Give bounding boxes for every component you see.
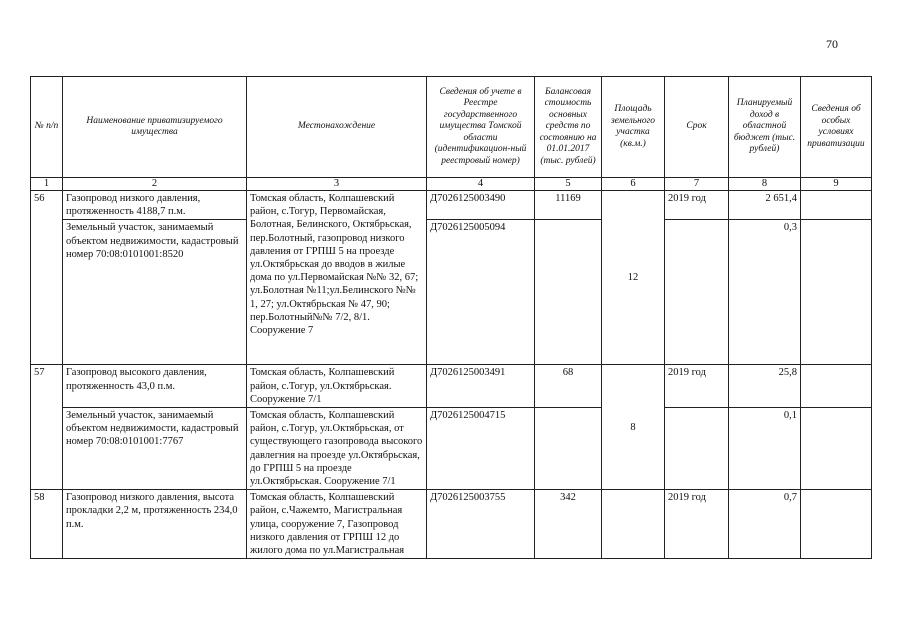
header-balance: Балансовая стоимость основных средств по состоянию на 01.01.2017 (тыс. рублей) [535, 77, 602, 178]
column-number: 8 [729, 178, 801, 191]
registry-number: Д7026125003490 [427, 191, 535, 220]
land-plot-name: Земельный участок, занимаемый объектом недвижимости, кадастровый номер 70:08:0101001:7767 [63, 408, 247, 490]
term: 2019 год [665, 191, 729, 220]
special-conditions [801, 220, 872, 365]
object-location: Томская область, Колпашевский район, с.Тогур, Первомайская, Болотная, Белинского, Октябрьская, пер.Болотный, газопровод низкого давления от ГРПШ 5 на проезде ул.Октябрьская до вводов в жилые дома по ул.Первомайская №№ 32, 67; ул.Болотная №11;ул.Белинского №№ 1, 27; ул.Октябрьская № 47, 90; пер.Болотный№№ 7/2, 8/1. Сооружение 7 [247, 191, 427, 365]
column-number-row [31, 178, 872, 191]
header-registry: Сведения об учете в Реестре государственного имущества Томской области (идентификацион-ный реестровый номер) [427, 77, 535, 178]
planned-income: 0,3 [729, 220, 801, 365]
object-name: Газопровод низкого давления, высота прокладки 2,2 м, протяженность 234,0 п.м. [63, 490, 247, 559]
planned-income: 0,7 [729, 490, 801, 559]
column-number: 7 [665, 178, 729, 191]
object-name: Газопровод высокого давления, протяженность 43,0 п.м. [63, 365, 247, 408]
balance-value: 11169 [535, 191, 602, 220]
table-row [31, 490, 872, 559]
land-plot-name: Земельный участок, занимаемый объектом недвижимости, кадастровый номер 70:08:0101001:8520 [63, 220, 247, 365]
registry-number: Д7026125004715 [427, 408, 535, 490]
header-row [31, 77, 872, 178]
header-location: Местонахождение [247, 77, 427, 178]
special-conditions [801, 365, 872, 408]
table-row [31, 365, 872, 408]
planned-income: 2 651,4 [729, 191, 801, 220]
object-name: Газопровод низкого давления, протяженность 4188,7 п.м. [63, 191, 247, 220]
row-number: 56 [31, 191, 63, 365]
registry-number: Д7026125003755 [427, 490, 535, 559]
column-number: 2 [63, 178, 247, 191]
term [665, 220, 729, 365]
column-number: 3 [247, 178, 427, 191]
special-conditions [801, 191, 872, 220]
header-name: Наименование приватизируемого имущества [63, 77, 247, 178]
column-number: 1 [31, 178, 63, 191]
object-location: Томская область, Колпашевский район, с.Чажемто, Магистральная улица, сооружение 7, Газопровод низкого давления от ГРПШ 12 до жилого дома по ул.Магистральная [247, 490, 427, 559]
balance-value [535, 408, 602, 490]
balance-value: 68 [535, 365, 602, 408]
land-area [602, 490, 665, 559]
header-conditions: Сведения об особых условиях приватизации [801, 77, 872, 178]
table-row [31, 191, 872, 220]
column-number: 6 [602, 178, 665, 191]
land-area: 12 [602, 191, 665, 365]
balance-value: 342 [535, 490, 602, 559]
registry-number: Д7026125005094 [427, 220, 535, 365]
object-location: Томская область, Колпашевский район, с.Тогур, ул.Октябрьская, от существующего газопровода высокого давлегния на проезде ул.Октябрьская, до ГРПШ 5 на проезде ул.Октябрьская. Сооружение 7/1 [247, 408, 427, 490]
special-conditions [801, 490, 872, 559]
term: 2019 год [665, 490, 729, 559]
land-area: 8 [602, 365, 665, 490]
header-num: № п/п [31, 77, 63, 178]
column-number: 9 [801, 178, 872, 191]
term [665, 408, 729, 490]
registry-number: Д7026125003491 [427, 365, 535, 408]
planned-income: 0,1 [729, 408, 801, 490]
column-number: 4 [427, 178, 535, 191]
header-income: Планируемый доход в областной бюджет (тыс. рублей) [729, 77, 801, 178]
page-number: 70 [826, 37, 838, 51]
term: 2019 год [665, 365, 729, 408]
header-term: Срок [665, 77, 729, 178]
special-conditions [801, 408, 872, 490]
table-row [31, 220, 872, 365]
header-area: Площадь земельного участка (кв.м.) [602, 77, 665, 178]
row-number: 57 [31, 365, 63, 490]
planned-income: 25,8 [729, 365, 801, 408]
table-row [31, 408, 872, 490]
balance-value [535, 220, 602, 365]
privatization-table [30, 76, 872, 559]
column-number: 5 [535, 178, 602, 191]
object-location: Томская область, Колпашевский район, с.Тогур, ул.Октябрьская. Сооружение 7/1 [247, 365, 427, 408]
row-number: 58 [31, 490, 63, 559]
